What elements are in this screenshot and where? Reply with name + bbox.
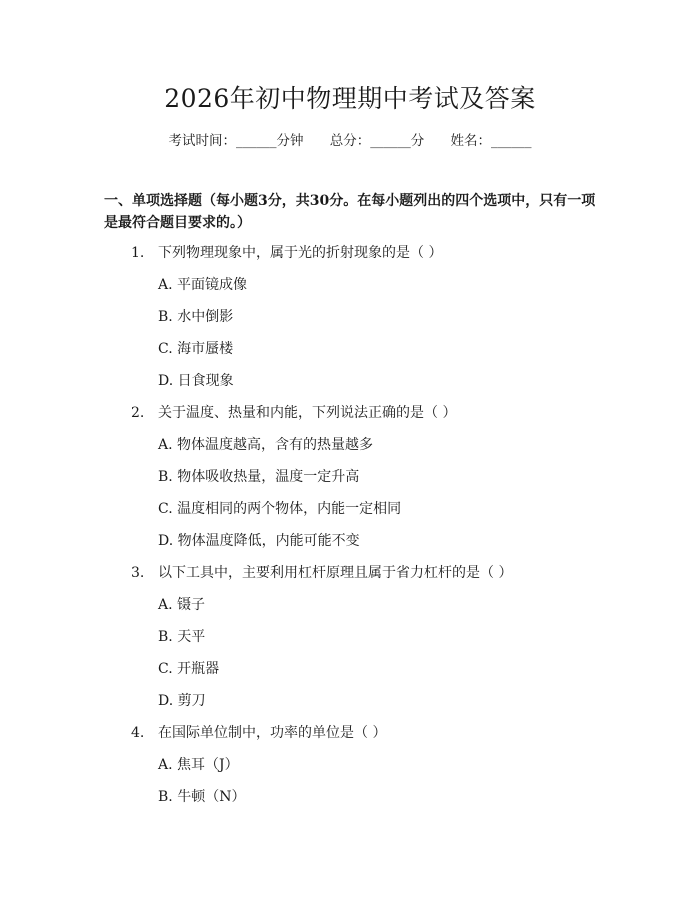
option-text: B. 水中倒影 [158,309,234,325]
exam-total-score-field: 总分：______分 [329,133,425,149]
exam-title: 2026年初中物理期中考试及答案 [164,84,536,113]
question-number: 2. [131,405,145,421]
question-text: 关于温度、热量和内能，下列说法正确的是（ ） [158,405,457,421]
exam-time-field: 考试时间：______分钟 [168,133,304,149]
question-number: 4. [131,725,145,741]
section-heading: 一、单项选择题（每小题3分，共30分。在每小题列出的四个选项中，只有一项是最符合题目要求的。） [104,193,596,231]
option-text: C. 开瓶器 [158,661,220,677]
option-text: B. 物体吸收热量，温度一定升高 [158,469,360,485]
question-number: 1. [131,245,145,261]
option-text: D. 日食现象 [158,373,234,389]
option-text: B. 牛顿（N） [158,789,246,805]
question-text: 以下工具中，主要利用杠杆原理且属于省力杠杆的是（ ） [158,565,513,581]
question-text: 下列物理现象中，属于光的折射现象的是（ ） [158,245,443,261]
option-text: C. 温度相同的两个物体，内能一定相同 [158,501,402,517]
option-text: D. 物体温度降低，内能可能不变 [158,533,360,549]
option-text: A. 平面镜成像 [158,277,248,293]
option-text: D. 剪刀 [158,693,206,709]
option-text: C. 海市蜃楼 [158,341,234,357]
question-text: 在国际单位制中，功率的单位是（ ） [158,725,387,741]
option-text: A. 镊子 [158,597,206,613]
option-text: A. 焦耳（J） [158,757,239,773]
option-text: B. 天平 [158,629,206,645]
exam-info-line [0,131,700,151]
option-text: A. 物体温度越高，含有的热量越多 [158,437,374,453]
student-name-field: 姓名：______ [450,133,532,149]
question-number: 3. [131,565,145,581]
